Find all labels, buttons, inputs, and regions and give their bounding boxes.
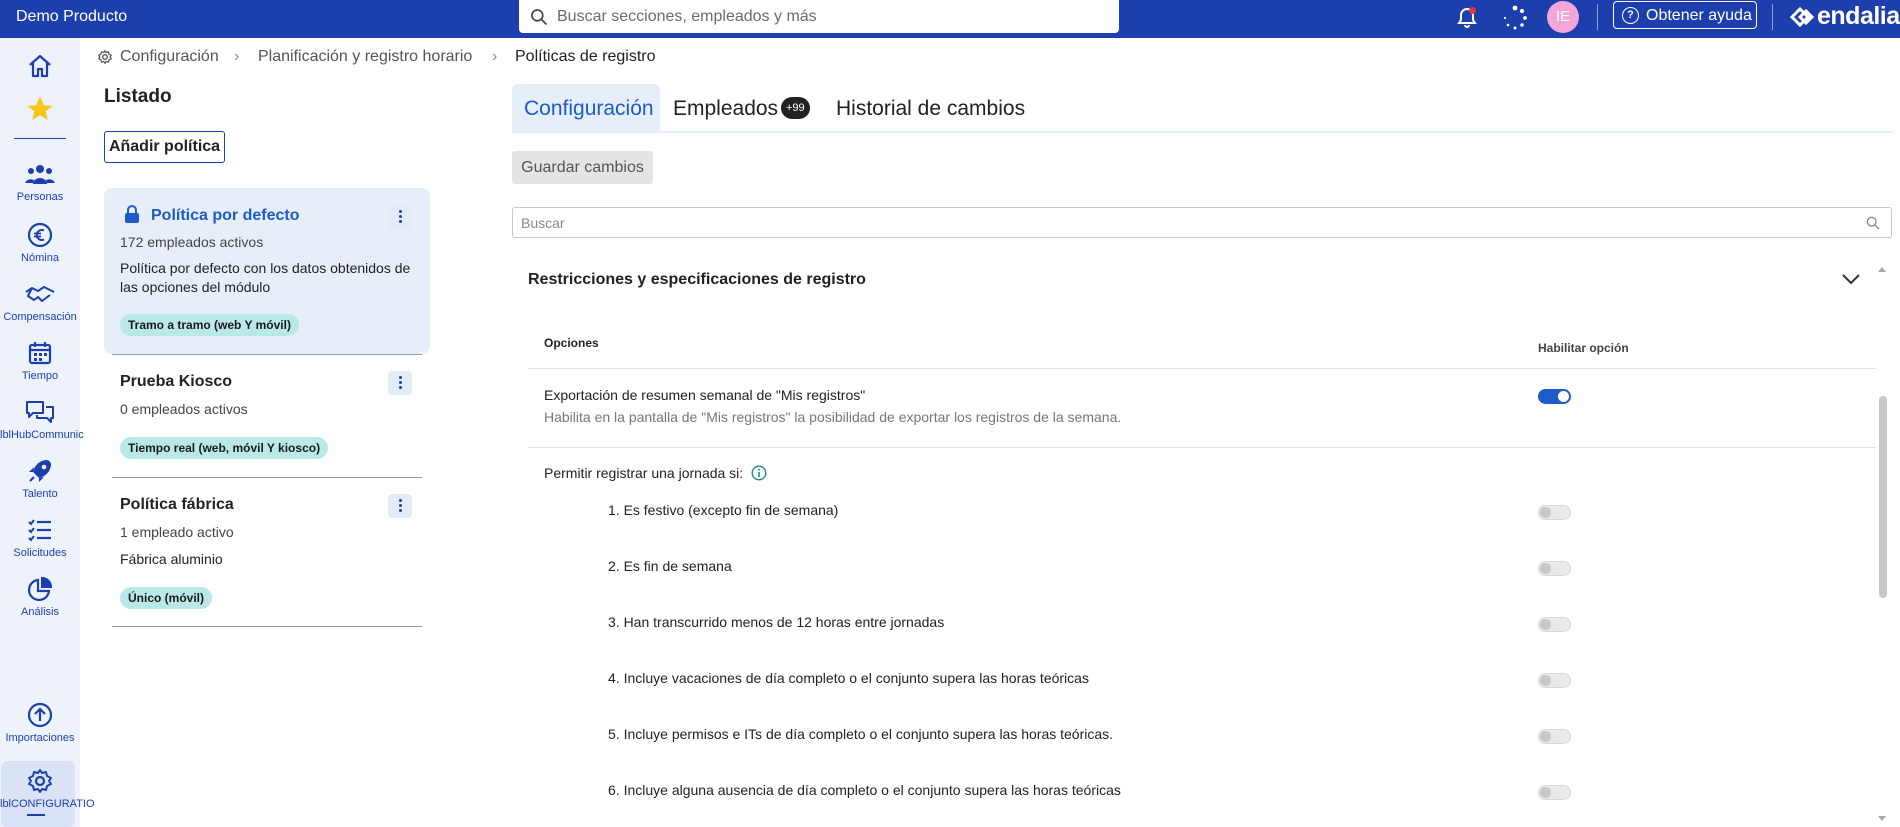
sidebar-item-solicitudes[interactable] bbox=[0, 516, 80, 559]
sidebar-label: lblCONFIGURATIO bbox=[0, 798, 95, 810]
policy-employee-count: 1 empleado activo bbox=[120, 524, 234, 540]
search-placeholder: Buscar bbox=[521, 215, 565, 231]
policy-employee-count: 172 empleados activos bbox=[120, 234, 264, 250]
export-option-title: Exportación de resumen semanal de "Mis registros" bbox=[544, 387, 866, 403]
home-button[interactable] bbox=[0, 52, 80, 80]
handshake-icon bbox=[24, 280, 56, 308]
topbar-divider bbox=[1772, 4, 1773, 30]
help-label: Obtener ayuda bbox=[1646, 7, 1752, 24]
condition-toggle[interactable] bbox=[1538, 617, 1571, 632]
breadcrumb-item[interactable]: Configuración bbox=[120, 48, 219, 65]
add-policy-button[interactable]: Añadir política bbox=[104, 131, 225, 163]
sidebar-item-personas[interactable] bbox=[0, 162, 80, 203]
scroll-up-arrow[interactable] bbox=[1878, 267, 1886, 272]
condition-label: 6. Incluye alguna ausencia de día completo o el conjunto supera las horas teóricas bbox=[608, 782, 1121, 798]
condition-toggle[interactable] bbox=[1538, 561, 1571, 576]
policy-mode-chip: Tiempo real (web, móvil Y kiosco) bbox=[120, 437, 328, 459]
employees-count-badge: +99 bbox=[781, 97, 810, 119]
sidebar-item-importaciones[interactable] bbox=[0, 701, 80, 744]
rocket-icon bbox=[26, 457, 54, 485]
sidebar bbox=[0, 38, 95, 827]
policy-description: Política por defecto con los datos obtenidos de las opciones del módulo bbox=[120, 260, 411, 295]
condition-label: 3. Han transcurrido menos de 12 horas entre jornadas bbox=[608, 614, 945, 630]
save-changes-button[interactable]: Guardar cambios bbox=[512, 151, 653, 184]
policy-employee-count: 0 empleados activos bbox=[120, 401, 248, 417]
people-icon bbox=[24, 162, 56, 188]
brand-name: endalia bbox=[1817, 2, 1900, 30]
sidebar-label: Compensación bbox=[3, 311, 77, 323]
export-option-description: Habilita en la pantalla de "Mis registros" la posibilidad de exportar los registros de la semana. bbox=[544, 409, 1122, 425]
policy-name: Prueba Kiosco bbox=[120, 373, 233, 390]
sidebar-label: Solicitudes bbox=[13, 547, 67, 559]
breadcrumb-item[interactable]: Planificación y registro horario bbox=[258, 48, 473, 65]
scroll-down-arrow[interactable] bbox=[1878, 816, 1886, 821]
calendar-icon bbox=[26, 339, 54, 367]
policy-description: Fábrica aluminio bbox=[120, 551, 223, 567]
export-option-toggle[interactable] bbox=[1538, 389, 1571, 404]
options-search-input[interactable] bbox=[512, 207, 1892, 238]
condition-toggle[interactable] bbox=[1538, 505, 1571, 520]
sidebar-item-compensacion[interactable] bbox=[0, 280, 80, 323]
star-icon bbox=[25, 94, 55, 124]
policy-mode-chip: Tramo a tramo (web Y móvil) bbox=[120, 314, 299, 336]
search-icon bbox=[529, 7, 549, 27]
global-search[interactable] bbox=[519, 0, 1119, 33]
notification-dot bbox=[1469, 7, 1476, 14]
column-header-options: Opciones bbox=[544, 336, 599, 350]
tab-configuracion[interactable]: Configuración bbox=[524, 97, 654, 120]
sidebar-item-nomina[interactable] bbox=[0, 221, 80, 264]
user-avatar[interactable]: IE bbox=[1547, 1, 1579, 33]
more-options-button[interactable] bbox=[388, 371, 412, 395]
condition-toggle[interactable] bbox=[1538, 785, 1571, 800]
tab-bar-line bbox=[512, 131, 1892, 133]
app-name[interactable]: Demo Producto bbox=[16, 8, 128, 25]
scrollbar-thumb[interactable] bbox=[1879, 396, 1887, 598]
sidebar-label: Personas bbox=[16, 191, 64, 203]
sidebar-item-tiempo[interactable] bbox=[0, 339, 80, 382]
pie-chart-icon bbox=[26, 575, 54, 603]
sidebar-label: Talento bbox=[22, 488, 58, 500]
upload-icon bbox=[26, 701, 54, 729]
card-divider bbox=[112, 477, 422, 478]
row-divider bbox=[528, 368, 1876, 369]
condition-label: 2. Es fin de semana bbox=[608, 558, 732, 574]
policy-card-kiosco[interactable] bbox=[104, 356, 430, 476]
chat-icon bbox=[24, 398, 56, 426]
sidebar-item-hubcommunication[interactable] bbox=[0, 398, 84, 441]
endalia-logo-icon bbox=[1788, 5, 1814, 29]
allow-register-label: Permitir registrar una jornada si: bbox=[544, 465, 744, 481]
policy-card-default[interactable] bbox=[104, 188, 430, 354]
condition-label: 5. Incluye permisos e ITs de día completo o el conjunto supera las horas teóricas. bbox=[608, 726, 1114, 742]
card-divider bbox=[112, 354, 422, 355]
sidebar-label: Análisis bbox=[21, 606, 59, 618]
sidebar-label: Tiempo bbox=[21, 370, 59, 382]
question-icon: ? bbox=[1622, 7, 1639, 24]
sidebar-active-indicator bbox=[27, 814, 45, 816]
checklist-icon bbox=[26, 516, 54, 544]
section-title[interactable]: Restricciones y especificaciones de registro bbox=[528, 271, 866, 288]
gear-icon bbox=[97, 49, 113, 65]
column-header-enable: Habilitar opción bbox=[1538, 341, 1629, 355]
list-title: Listado bbox=[104, 86, 172, 107]
sidebar-item-configuration[interactable] bbox=[0, 767, 95, 810]
policy-name: Política por defecto bbox=[151, 207, 300, 224]
sidebar-item-talento[interactable] bbox=[0, 457, 80, 500]
more-options-button[interactable] bbox=[388, 205, 412, 229]
tab-empleados[interactable]: Empleados bbox=[673, 97, 779, 120]
condition-label: 4. Incluye vacaciones de día completo o el conjunto supera las horas teóricas bbox=[608, 670, 1089, 686]
sidebar-divider bbox=[14, 138, 66, 139]
chevron-right-icon: › bbox=[234, 48, 240, 65]
condition-label: 1. Es festivo (excepto fin de semana) bbox=[608, 502, 839, 518]
more-options-button[interactable] bbox=[388, 494, 412, 518]
top-bar bbox=[0, 0, 1900, 38]
topbar-divider bbox=[1597, 4, 1598, 30]
row-divider bbox=[528, 447, 1876, 448]
policy-card-fabrica[interactable] bbox=[104, 479, 430, 625]
sidebar-item-analisis[interactable] bbox=[0, 575, 80, 618]
help-button[interactable] bbox=[1613, 1, 1757, 29]
gear-icon bbox=[26, 767, 54, 795]
condition-toggle[interactable] bbox=[1538, 673, 1571, 688]
chevron-down-icon[interactable] bbox=[1841, 272, 1861, 286]
policy-mode-chip: Único (móvil) bbox=[120, 587, 212, 609]
breadcrumb-current: Políticas de registro bbox=[515, 48, 656, 65]
condition-toggle[interactable] bbox=[1538, 729, 1571, 744]
search-placeholder: Buscar secciones, empleados y más bbox=[557, 8, 817, 25]
tab-historial[interactable]: Historial de cambios bbox=[836, 97, 1026, 120]
loading-spinner-icon bbox=[1502, 5, 1528, 31]
chevron-right-icon: › bbox=[492, 48, 498, 65]
search-icon bbox=[1865, 215, 1881, 231]
card-divider bbox=[112, 626, 422, 627]
sidebar-label: Nómina bbox=[21, 252, 59, 264]
home-icon bbox=[26, 52, 54, 80]
sidebar-label: Importaciones bbox=[5, 732, 75, 744]
lock-icon bbox=[124, 205, 140, 223]
favorites-button[interactable] bbox=[0, 94, 80, 124]
sidebar-label: lblHubCommunic bbox=[0, 429, 84, 441]
policy-name: Política fábrica bbox=[120, 496, 234, 513]
info-icon[interactable] bbox=[751, 465, 767, 481]
euro-icon bbox=[26, 221, 54, 249]
tab-bar bbox=[512, 84, 1892, 134]
